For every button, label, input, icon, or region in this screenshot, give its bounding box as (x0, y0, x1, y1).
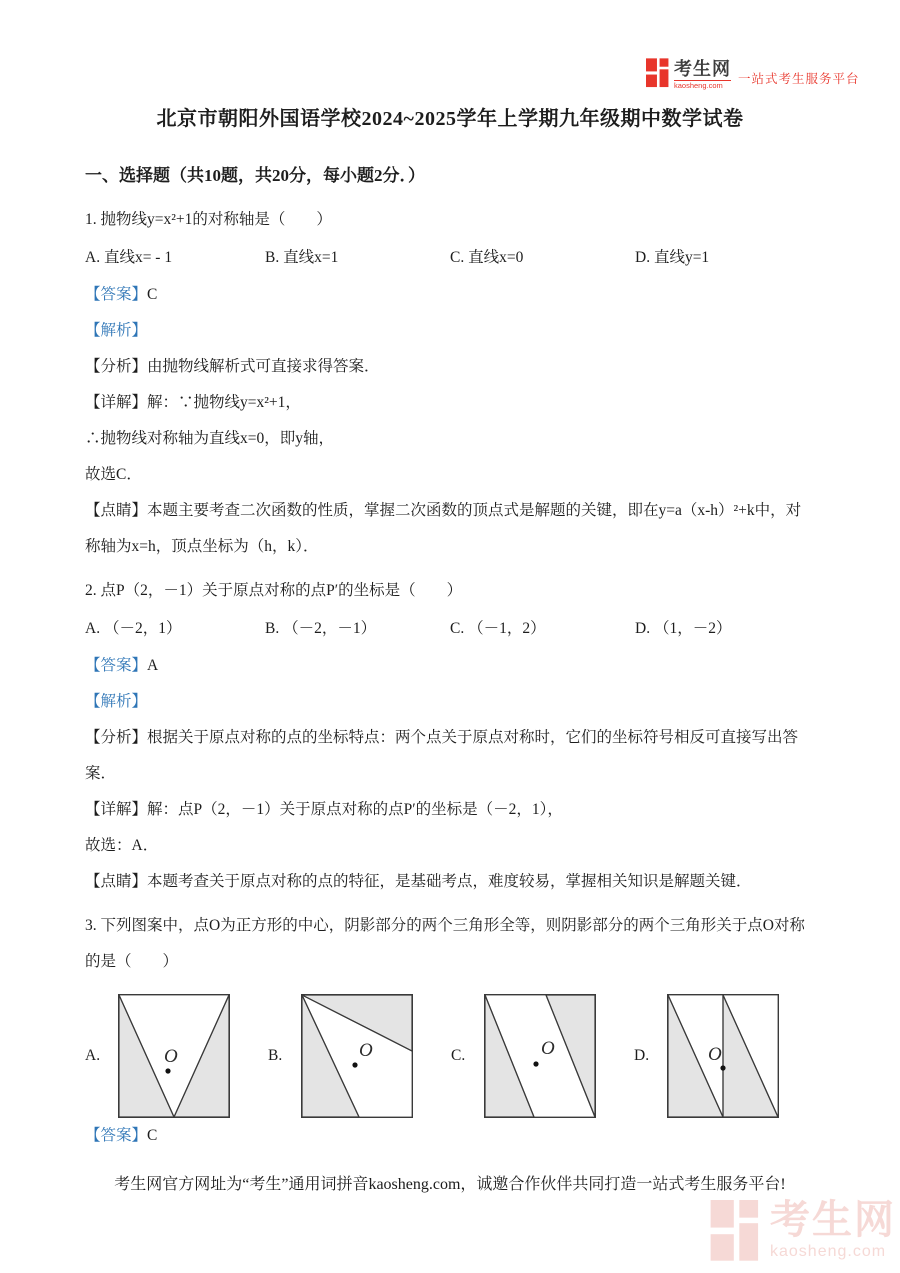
center-o-dot (165, 1068, 170, 1073)
analysis-marker: 【解析】 (85, 322, 148, 339)
q2-option-b: B. （－2，－1） (265, 620, 377, 637)
watermark-text-block (770, 1200, 896, 1260)
answer-marker: 【答案】 (85, 1127, 148, 1144)
q3-answer-line (85, 1118, 815, 1154)
center-o-dot (352, 1062, 357, 1067)
q2-conclusion: 故选：A． (85, 837, 159, 854)
q1-answer-value: C (147, 286, 158, 303)
q3-figure-a-label: A. (85, 1047, 101, 1064)
logo-name-block (674, 60, 731, 90)
q3-figure-c-label: C. (451, 1047, 466, 1064)
page-title: 北京市朝阳外国语学校2024~2025学年上学期九年级期中数学试卷 (156, 108, 744, 130)
square-figure-d (667, 994, 779, 1118)
square-figure-b (301, 994, 413, 1118)
center-o-label: O (541, 1038, 555, 1059)
q1-stem: 1. 抛物线y=x²+1的对称轴是（ ） (85, 211, 332, 228)
q2-stem: 2. 点P（2，－1）关于原点对称的点P′的坐标是（ ） (85, 582, 463, 599)
analysis-marker: 【解析】 (85, 693, 148, 710)
q3-figure-c (451, 994, 634, 1118)
q1-answer-line (85, 277, 815, 313)
q3-figure-b-label: B. (268, 1047, 283, 1064)
q2-option-a: A. （－2，1） (85, 620, 182, 637)
q1-option-c: C. 直线x=0 (450, 249, 524, 266)
center-o-dot (533, 1061, 538, 1066)
q1-detail-2: ∴抛物线对称轴为直线x=0，即y轴， (85, 430, 334, 447)
q3-figure-d (634, 994, 779, 1118)
center-o-label: O (164, 1046, 178, 1067)
q1-detail-1: 【详解】解：∵抛物线y=x²+1， (85, 394, 301, 411)
answer-marker: 【答案】 (85, 657, 148, 674)
watermark-domain: kaosheng.com (770, 1243, 887, 1260)
document-body (0, 104, 900, 1154)
square-figure-a (118, 994, 230, 1118)
q2-option-d: D. （1，－2） (635, 620, 732, 637)
square-figure-c (484, 994, 596, 1118)
q1-option-a: A. 直线x= - 1 (85, 249, 173, 266)
q1-option-d: D. 直线y=1 (635, 249, 710, 266)
q1-conclusion: 故选C． (85, 466, 142, 483)
q1-options (85, 238, 815, 277)
q3-figure-b (268, 994, 451, 1118)
kaosheng-watermark-icon (710, 1200, 762, 1264)
logo-name: 考生网 (674, 58, 731, 79)
q2-analysis: 【分析】根据关于原点对称的点的坐标特点：两个点关于原点对称时，它们的坐标符号相反可直接写出答案． (85, 729, 799, 782)
q1-option-b: B. 直线x=1 (265, 249, 339, 266)
q2-detail: 【详解】解：点P（2，－1）关于原点对称的点P′的坐标是（－2，1）， (85, 801, 563, 818)
logo-domain: kaosheng.com (674, 80, 731, 90)
q2-remark: 【点睛】本题考查关于原点对称的点的特征，是基础考点，难度较易，掌握相关知识是解题关键． (85, 873, 752, 890)
q1-remark: 【点睛】本题主要考查二次函数的性质，掌握二次函数的顶点式是解题的关键，即在y=a（x-h）²+k中，对称轴为x=h，顶点坐标为（h，k）． (85, 502, 802, 555)
kaosheng-watermark (710, 1200, 896, 1264)
q3-figure-a (85, 994, 268, 1118)
q2-answer-value: A (147, 657, 159, 674)
q3-figure-d-label: D. (634, 1047, 650, 1064)
center-o-dot (720, 1065, 725, 1070)
center-o-label: O (359, 1040, 373, 1061)
answer-marker: 【答案】 (85, 286, 148, 303)
q1-analysis-marker-line (85, 313, 815, 349)
section-heading: 一、选择题（共10题，共20分，每小题2分．） (85, 166, 425, 185)
q2-answer-line (85, 648, 815, 684)
q2-options (85, 609, 815, 648)
q2-option-c: C. （－1，2） (450, 620, 546, 637)
q2-analysis-marker-line (85, 684, 815, 720)
logo-slogan: 一站式考生服务平台 (738, 72, 860, 86)
q1-analysis: 【分析】由抛物线解析式可直接求得答案． (85, 358, 380, 375)
watermark-name: 考生网 (770, 1198, 896, 1242)
kaosheng-logo-icon (646, 58, 670, 89)
q3-answer-value: C (147, 1127, 158, 1144)
q3-stem: 3. 下列图案中，点O为正方形的中心，阴影部分的两个三角形全等，则阴影部分的两个三角形关于点O对称的是（ ） (85, 917, 805, 970)
center-o-label: O (708, 1044, 722, 1065)
footer-note: 考生网官方网址为“考生”通用词拼音kaosheng.com，诚邀合作伙伴共同打造一站式考生服务平台! (114, 1176, 786, 1193)
q3-figures (85, 994, 815, 1118)
kaosheng-logo (646, 58, 860, 89)
